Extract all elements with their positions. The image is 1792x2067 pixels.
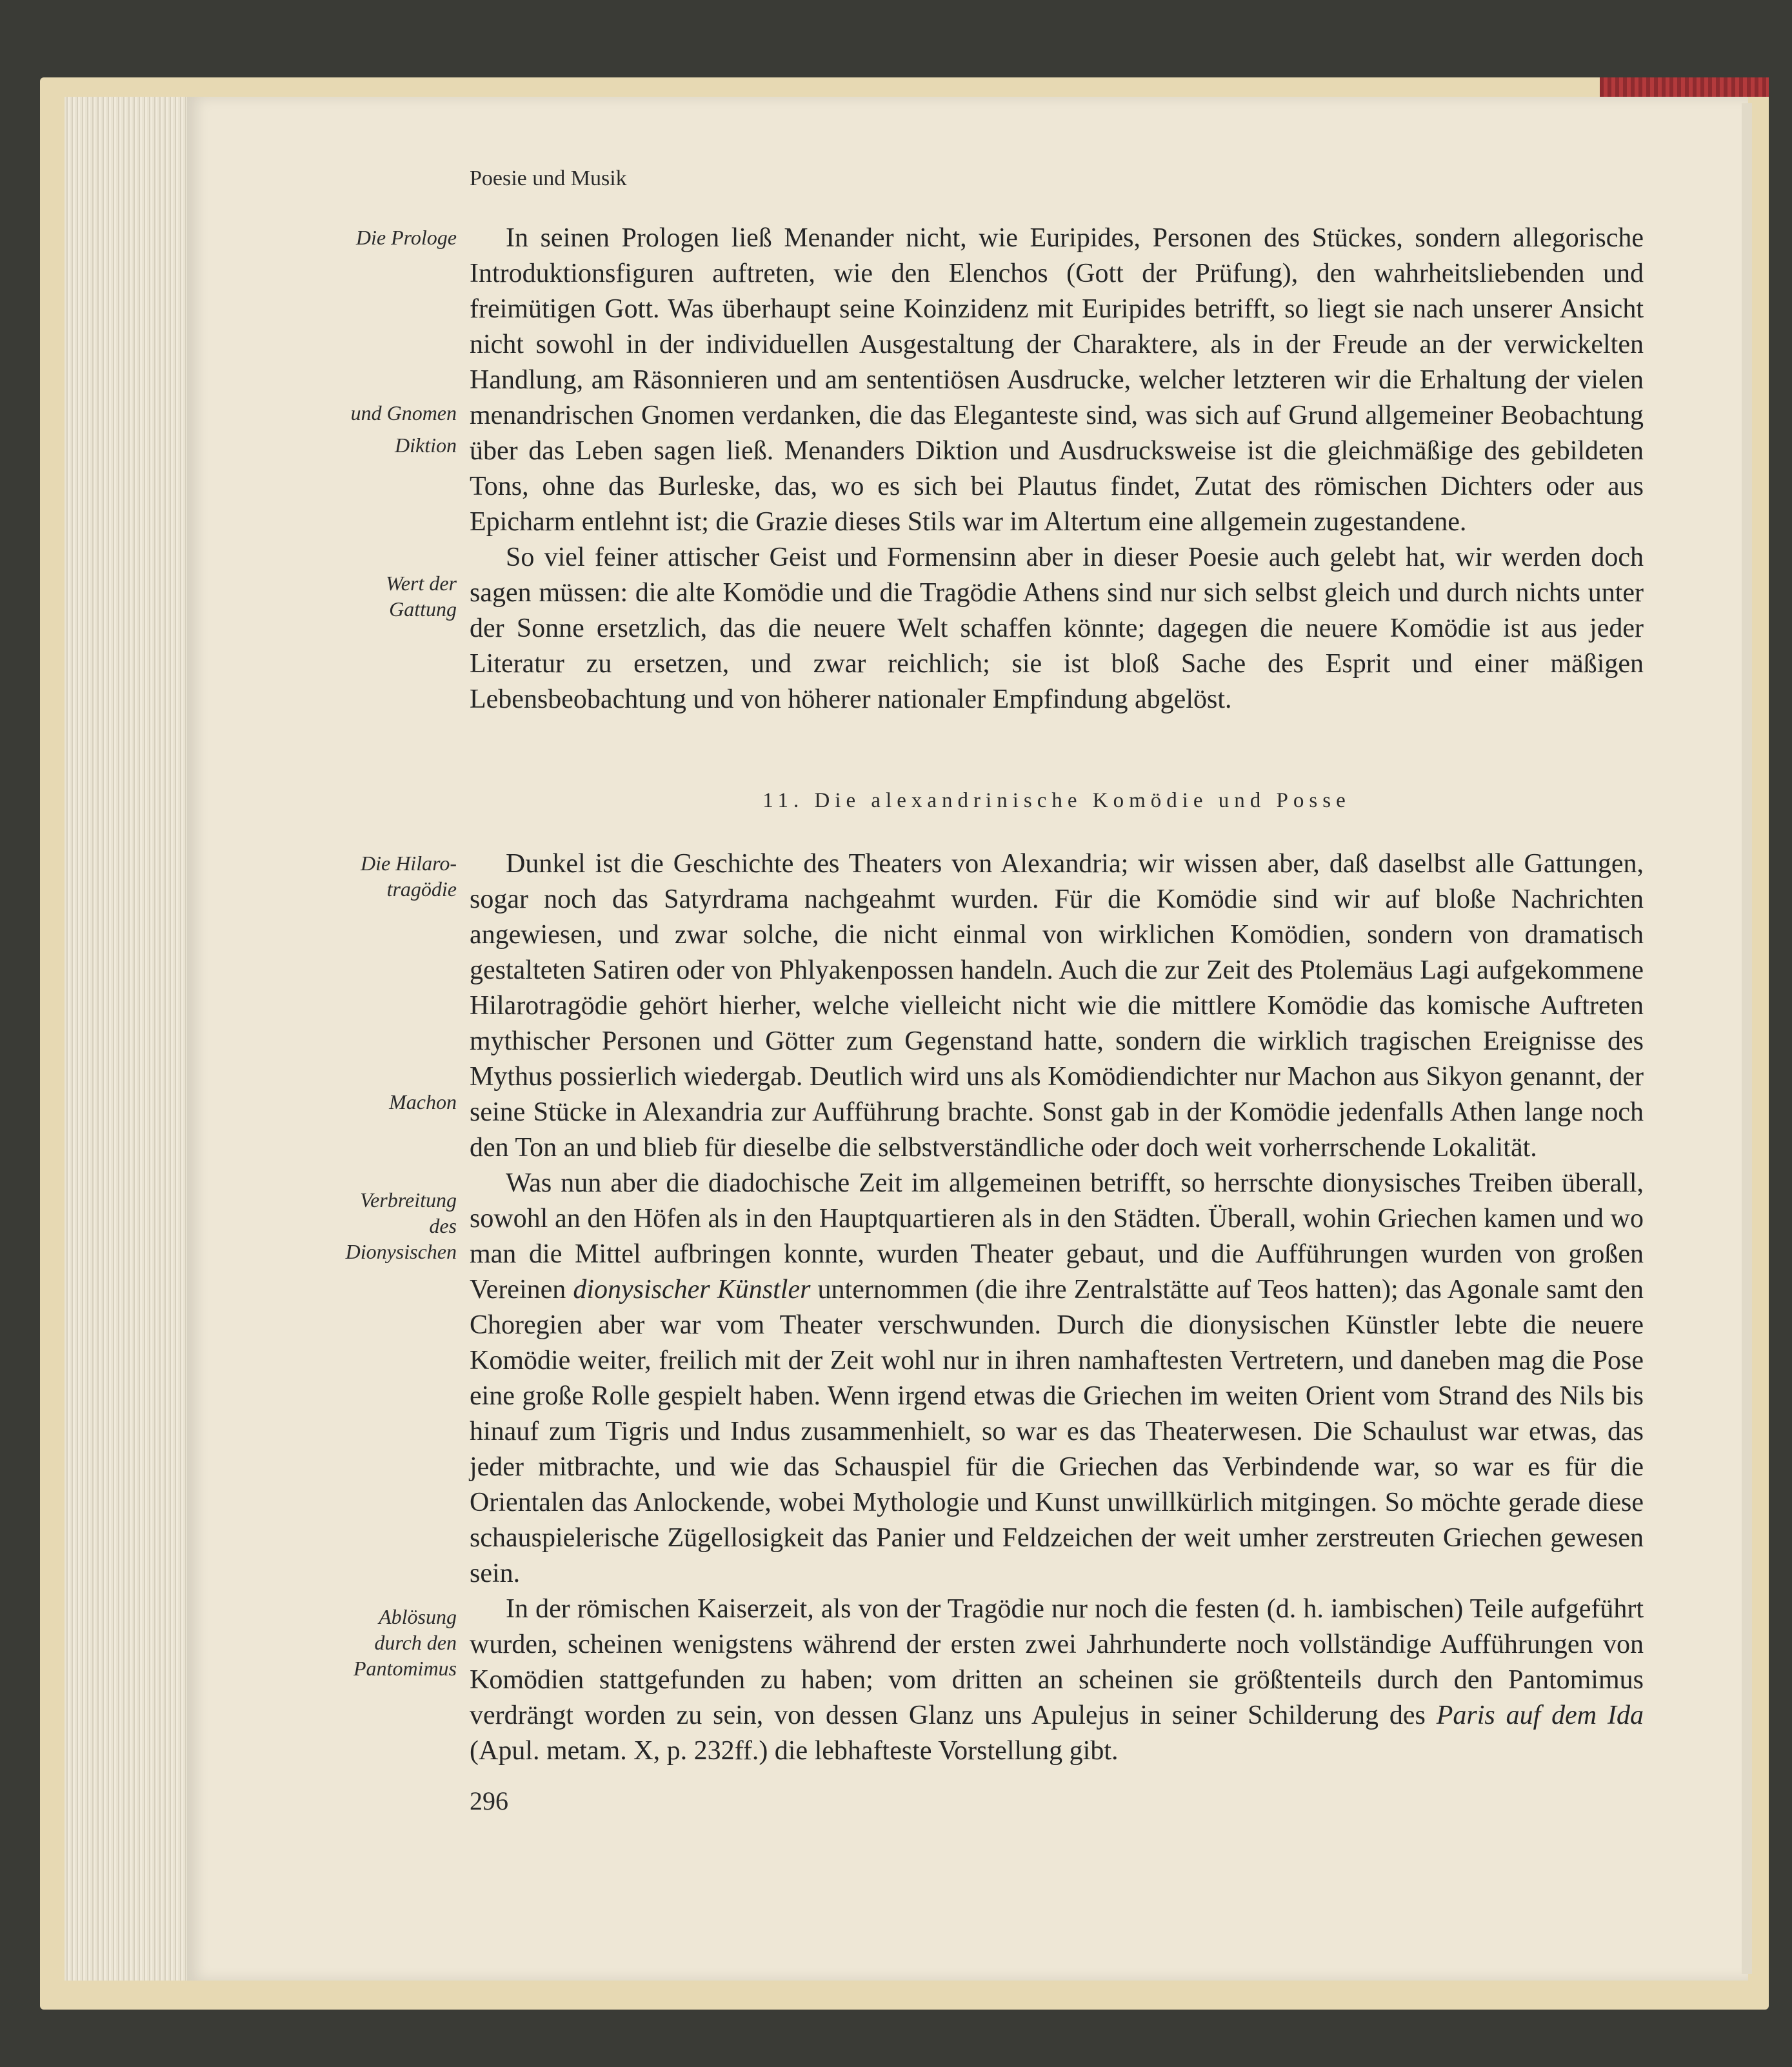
emphasis-text: dionysischer Künstler <box>573 1275 811 1304</box>
margin-note-line: Wert der <box>386 572 457 595</box>
paragraph-verbreitung <box>470 1166 1644 1592</box>
page-number: 296 <box>470 1786 508 1815</box>
margin-note-line: tragödie <box>386 877 457 901</box>
paragraph-wert: So viel feiner attischer Geist und Formensinn aber in dieser Poesie auch gelebt hat, wir werden doch sagen müssen: die alte Komödie und die Tragödie Athens sind nur sich selbst gleich und durch nichts unter der Sonne ersetzlich, das die neuere Welt schaffen könnte; dagegen die neuere Komödie ist aus jeder Literatur zu ersetzen, und zwar reichlich; sie ist bloß Sache des Esprit und einer mäßigen Lebensbeobachtung und von höherer nationaler Empfindung abgelöst. <box>470 543 1644 714</box>
margin-note-line: durch den <box>374 1631 457 1654</box>
emphasis-text: Paris auf dem Ida <box>1436 1701 1644 1730</box>
text-run: (Apul. metam. X, p. 232ff.) die lebhafteste Vorstellung gibt. <box>470 1736 1119 1766</box>
paragraph-hilaro: Dunkel ist die Geschichte des Theaters von Alexandria; wir wissen aber, daß daselbst alle Gattungen, sogar noch das Satyrdrama nachgeahmt wurden. Für die Komödie sind wir auf bloße Nachrichten angewiesen, und zwar solche, die nicht einmal von wirklichen Komödien, sondern von dramatisch gestalteten Satiren oder von Phlyakenpossen handeln. Auch die zur Zeit des Ptolemäus Lagi aufgekommene Hilarotragödie gehört hierher, welche vielleicht nicht wie die mittlere Komödie das komische Auftreten mythischer Personen und Götter zum Gegenstand hatte, sondern die wirklich tragischen Ereignisse des Mythus possierlich wiedergab. Deutlich wird uns als Komödiendichter nur Machon aus Sikyon genannt, der seine Stücke in Alexandria zur Aufführung brachte. Sonst gab in der Komödie jedenfalls Athen lange noch den Ton an und blieb für dieselbe die selbstverständliche oder doch weit vorherrschende Lokalität. <box>470 849 1644 1163</box>
margin-note-wert <box>386 570 457 622</box>
text-run: Was nun aber die diadochische Zeit im allgemeinen betrifft, so herrschte dionysisches Treiben überall, sowohl an den Höfen als in den Hauptquartieren als in den Städten. Überall, wohin Griechen kamen und wo man die Mittel aufbringen konnte, wurden Theater gebaut, und die Aufführungen wurden von großen Vereinen <box>470 1168 1644 1304</box>
text-block-bottom <box>470 846 1644 1769</box>
margin-note-line: Die Hilaro- <box>360 852 457 875</box>
paragraph-abloesung <box>470 1592 1644 1769</box>
margin-note-gnomen: und Gnomen <box>350 401 457 424</box>
margin-note-line: Verbreitung <box>360 1188 457 1212</box>
margin-note-prologe: Die Prologe <box>355 226 457 249</box>
margin-note-line: Pantomimus <box>353 1657 457 1680</box>
bookmark-ribbon <box>1600 77 1769 97</box>
paragraph-prologe: In seinen Prologen ließ Menander nicht, wie Euripides, Personen des Stückes, sondern allegorische Introduktionsfiguren auftreten, wie den Elenchos (Gott der Prüfung), den wahrheitsliebenden und freimütigen Gott. Was überhaupt seine Koinzidenz mit Euripides betrifft, so liegt sie nach unserer Ansicht nicht sowohl in der individuellen Ausgestaltung der Charaktere, als in der Freude an der verwickelten Handlung, am Räsonnieren und am sententiösen Ausdrucke, welcher letzteren wir die Erhaltung der vielen menandrischen Gnomen verdanken, die das Eleganteste sind, was sich auf Grund allgemeiner Beobachtung über das Leben sagen ließ. Menanders Diktion und Ausdrucksweise ist die gleichmäßige des gebildeten Tons, ohne das Burleske, das, wo es sich bei Plautus findet, Zutat des römischen Dichters oder aus Epicharm entlehnt ist; die Grazie dieses Stils war im Altertum eine allgemein zugestandene. <box>470 223 1644 537</box>
margin-note-line: des <box>429 1214 457 1237</box>
margin-note-line: Ablösung <box>379 1605 457 1628</box>
margin-note-diktion: Diktion <box>395 434 457 457</box>
margin-note-verbreitung <box>346 1187 457 1264</box>
page-fold <box>1742 103 1752 1974</box>
page-edges <box>65 97 194 1981</box>
text-run: unternommen (die ihre Zentralstätte auf Teos hatten); das Agonale samt den Choregien aber war vom Theater verschwunden. Durch die dionysischen Künstler lebte die neuere Komödie weiter, freilich mit der Zeit wohl nur in ihren namhaftesten Vertretern, und daneben mag die Pose eine große Rolle gespielt haben. Wenn irgend etwas die Griechen im weiten Orient vom Strand des Nils bis hinauf zum Tigris und Indus zusammenhielt, so war es das Theaterwesen. Die Schaulust war etwas, das jeder mitbrachte, und wie das Schauspiel für die Griechen das Verbindende war, so war es für die Orientalen das Anlockende, wobei Mythologie und Kunst unwillkürlich mitgingen. So möchte gerade diese schauspielerische Zügellosigkeit das Panier und Feldzeichen der weit umher zerstreuten Griechen gewesen sein. <box>470 1275 1644 1588</box>
text-run: In der römischen Kaiserzeit, als von der Tragödie nur noch die festen (d. h. iambischen) Teile aufgeführt wurden, scheinen wenigstens während der ersten zwei Jahrhunderte noch vollständige Aufführungen von Komödien stattgefunden zu haben; vom dritten an scheinen sie größtenteils durch den Pantomimus verdrängt worden zu sein, von dessen Glanz uns Apulejus in seiner Schilderung des <box>470 1594 1644 1730</box>
margin-note-abloesung <box>353 1604 457 1681</box>
running-header: Poesie und Musik <box>470 166 627 190</box>
margin-note-hilaro <box>361 850 457 902</box>
margin-note-line: Gattung <box>389 597 457 621</box>
margin-note-line: Dionysischen <box>345 1240 457 1263</box>
text-block-top <box>470 221 1644 717</box>
margin-note-machon: Machon <box>389 1090 457 1113</box>
section-title: 11. Die alexandrinische Komödie und Posse <box>762 789 1351 812</box>
